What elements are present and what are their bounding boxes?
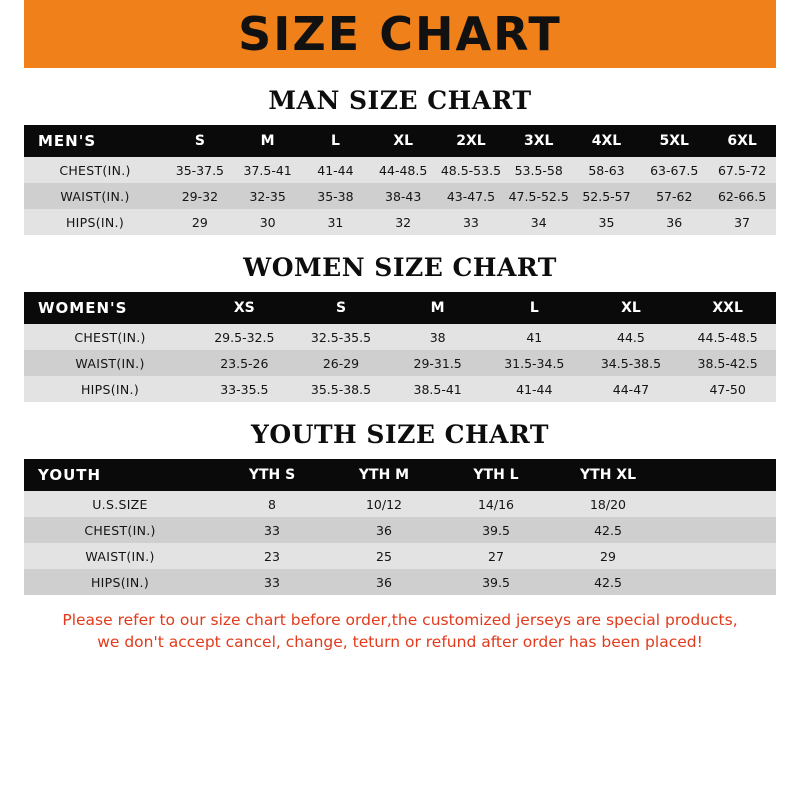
youth-table-body	[24, 491, 776, 595]
youth-r1-spacer	[664, 517, 776, 543]
women-r2-c2: 38.5-41	[389, 376, 486, 402]
youth-col-3: YTH XL	[552, 459, 664, 491]
women-r0-c0: 29.5-32.5	[196, 324, 293, 350]
header-band	[0, 0, 800, 68]
youth-r0-spacer	[664, 491, 776, 517]
man-col-2: L	[302, 125, 370, 157]
women-r1-c2: 29-31.5	[389, 350, 486, 376]
youth-col-0: YTH S	[216, 459, 328, 491]
women-r2-c1: 35.5-38.5	[293, 376, 390, 402]
women-table-corner: WOMEN'S	[24, 292, 196, 324]
women-size-table	[24, 292, 776, 402]
women-table-head	[24, 292, 776, 324]
table-header-row	[24, 292, 776, 324]
man-r1-c0: 29-32	[166, 183, 234, 209]
women-table-body	[24, 324, 776, 402]
man-r0-c1: 37.5-41	[234, 157, 302, 183]
table-row	[24, 517, 776, 543]
women-r1-c3: 31.5-34.5	[486, 350, 583, 376]
youth-row-2-label: WAIST(IN.)	[24, 543, 216, 569]
table-row	[24, 491, 776, 517]
table-row	[24, 209, 776, 235]
women-col-5: XXL	[679, 292, 776, 324]
youth-r0-c2: 14/16	[440, 491, 552, 517]
table-header-row	[24, 125, 776, 157]
man-row-0-label: CHEST(IN.)	[24, 157, 166, 183]
women-r1-c0: 23.5-26	[196, 350, 293, 376]
man-r1-c4: 43-47.5	[437, 183, 505, 209]
youth-col-1: YTH M	[328, 459, 440, 491]
man-col-5: 3XL	[505, 125, 573, 157]
man-r0-c4: 48.5-53.5	[437, 157, 505, 183]
man-col-6: 4XL	[573, 125, 641, 157]
man-col-0: S	[166, 125, 234, 157]
table-row	[24, 569, 776, 595]
man-row-1-label: WAIST(IN.)	[24, 183, 166, 209]
youth-r0-c1: 10/12	[328, 491, 440, 517]
women-r2-c4: 44-47	[583, 376, 680, 402]
table-row	[24, 350, 776, 376]
man-r2-c2: 31	[302, 209, 370, 235]
man-table-head	[24, 125, 776, 157]
man-r0-c5: 53.5-58	[505, 157, 573, 183]
youth-r1-c0: 33	[216, 517, 328, 543]
youth-r3-c1: 36	[328, 569, 440, 595]
table-row	[24, 376, 776, 402]
women-col-0: XS	[196, 292, 293, 324]
man-col-3: XL	[369, 125, 437, 157]
man-r2-c6: 35	[573, 209, 641, 235]
man-col-4: 2XL	[437, 125, 505, 157]
women-r0-c4: 44.5	[583, 324, 680, 350]
youth-row-1-label: CHEST(IN.)	[24, 517, 216, 543]
youth-r2-c2: 27	[440, 543, 552, 569]
youth-row-3-label: HIPS(IN.)	[24, 569, 216, 595]
women-section-title: WOMEN SIZE CHART	[243, 253, 557, 282]
youth-col-spacer	[664, 459, 776, 491]
youth-r0-c3: 18/20	[552, 491, 664, 517]
women-col-1: S	[293, 292, 390, 324]
man-row-2-label: HIPS(IN.)	[24, 209, 166, 235]
youth-r3-c3: 42.5	[552, 569, 664, 595]
man-col-8: 6XL	[708, 125, 776, 157]
women-row-0-label: CHEST(IN.)	[24, 324, 196, 350]
man-r1-c8: 62-66.5	[708, 183, 776, 209]
women-col-2: M	[389, 292, 486, 324]
footer-line-1: Please refer to our size chart before order,the customized jerseys are special products,	[62, 611, 738, 629]
youth-r1-c3: 42.5	[552, 517, 664, 543]
women-r1-c4: 34.5-38.5	[583, 350, 680, 376]
man-r0-c6: 58-63	[573, 157, 641, 183]
man-r2-c3: 32	[369, 209, 437, 235]
chart-content	[0, 86, 800, 595]
man-r1-c2: 35-38	[302, 183, 370, 209]
youth-r3-c2: 39.5	[440, 569, 552, 595]
youth-col-2: YTH L	[440, 459, 552, 491]
women-r0-c2: 38	[389, 324, 486, 350]
women-col-4: XL	[583, 292, 680, 324]
man-r2-c4: 33	[437, 209, 505, 235]
women-r1-c5: 38.5-42.5	[679, 350, 776, 376]
youth-size-table	[24, 459, 776, 595]
women-col-3: L	[486, 292, 583, 324]
table-header-row	[24, 459, 776, 491]
man-r2-c0: 29	[166, 209, 234, 235]
youth-section-title: YOUTH SIZE CHART	[251, 420, 549, 449]
youth-r2-c3: 29	[552, 543, 664, 569]
women-r0-c3: 41	[486, 324, 583, 350]
women-r2-c3: 41-44	[486, 376, 583, 402]
header-right-gutter	[776, 0, 800, 68]
man-col-7: 5XL	[640, 125, 708, 157]
man-r1-c3: 38-43	[369, 183, 437, 209]
man-table-body	[24, 157, 776, 235]
man-r0-c0: 35-37.5	[166, 157, 234, 183]
youth-r1-c2: 39.5	[440, 517, 552, 543]
man-r0-c3: 44-48.5	[369, 157, 437, 183]
table-row	[24, 157, 776, 183]
women-r0-c1: 32.5-35.5	[293, 324, 390, 350]
man-table-corner: MEN'S	[24, 125, 166, 157]
women-r1-c1: 26-29	[293, 350, 390, 376]
man-r2-c8: 37	[708, 209, 776, 235]
youth-r3-c0: 33	[216, 569, 328, 595]
page-title: SIZE CHART	[238, 7, 562, 61]
man-r1-c7: 57-62	[640, 183, 708, 209]
table-row	[24, 183, 776, 209]
women-r2-c0: 33-35.5	[196, 376, 293, 402]
youth-row-0-label: U.S.SIZE	[24, 491, 216, 517]
man-r1-c5: 47.5-52.5	[505, 183, 573, 209]
women-row-2-label: HIPS(IN.)	[24, 376, 196, 402]
man-r0-c2: 41-44	[302, 157, 370, 183]
man-size-table	[24, 125, 776, 235]
youth-r1-c1: 36	[328, 517, 440, 543]
youth-r2-spacer	[664, 543, 776, 569]
man-r1-c6: 52.5-57	[573, 183, 641, 209]
footer-note	[24, 609, 776, 654]
man-r2-c1: 30	[234, 209, 302, 235]
table-row	[24, 543, 776, 569]
man-r2-c7: 36	[640, 209, 708, 235]
women-row-1-label: WAIST(IN.)	[24, 350, 196, 376]
footer-line-2: we don't accept cancel, change, teturn or refund after order has been placed!	[97, 633, 703, 652]
women-r2-c5: 47-50	[679, 376, 776, 402]
youth-r2-c0: 23	[216, 543, 328, 569]
man-col-1: M	[234, 125, 302, 157]
man-section-title: MAN SIZE CHART	[268, 86, 532, 115]
header-left-gutter	[0, 0, 24, 68]
man-r2-c5: 34	[505, 209, 573, 235]
man-r0-c7: 63-67.5	[640, 157, 708, 183]
women-r0-c5: 44.5-48.5	[679, 324, 776, 350]
youth-r3-spacer	[664, 569, 776, 595]
youth-table-corner: YOUTH	[24, 459, 216, 491]
youth-r2-c1: 25	[328, 543, 440, 569]
youth-table-head	[24, 459, 776, 491]
man-r1-c1: 32-35	[234, 183, 302, 209]
man-r0-c8: 67.5-72	[708, 157, 776, 183]
youth-r0-c0: 8	[216, 491, 328, 517]
table-row	[24, 324, 776, 350]
